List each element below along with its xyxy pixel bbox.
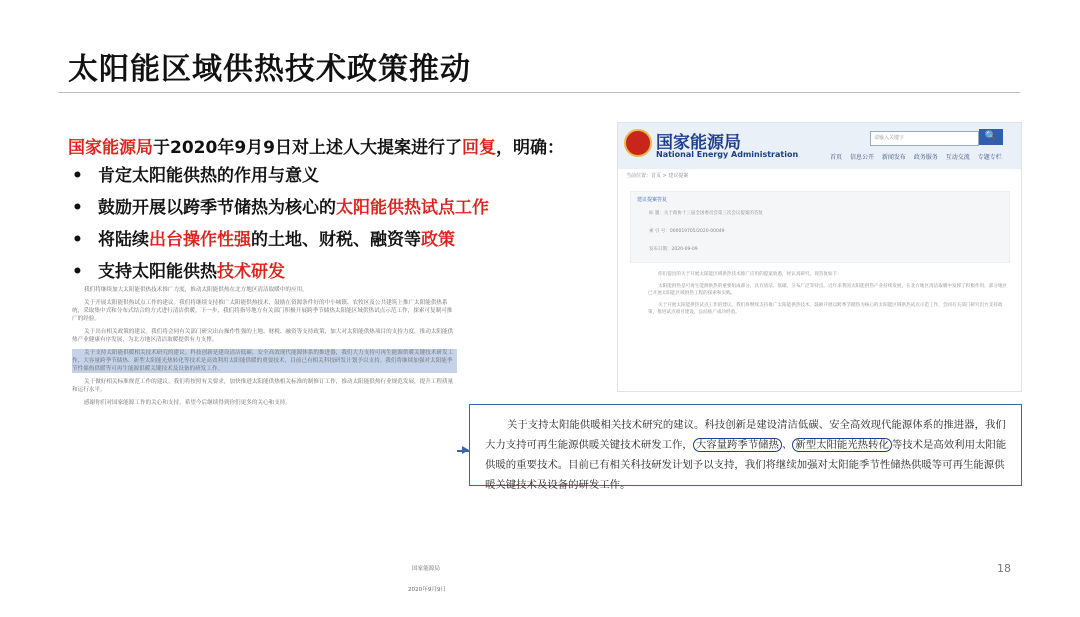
search-icon: 🔍 <box>979 129 1003 145</box>
site-box-row: 发布日期：2020-09-09 <box>649 247 698 252</box>
site-search-input: 请输入关键字 <box>870 131 979 146</box>
callout-text <box>485 415 1009 495</box>
letter-paragraph: 关于做好相关标准规范工作的建议。我们将按照有关要求，加快推进太阳能供热相关标准的制修订工作，推动太阳能供热行业规范发展，提升工程质量和运行水平。 <box>72 379 454 393</box>
site-name-en: National Energy Administration <box>656 150 799 159</box>
bullet-highlight: 政策 <box>421 230 455 250</box>
site-paragraph: 太阳能供热是可再生能源供热的重要组成部分，具有清洁、低碳、分布广泛等特点。近年来我国太阳能供热产业持续发展，在北方地区清洁取暖中发挥了积极作用，部分地区已开展太阳能区域供热工程的探索和实践。 <box>648 284 1008 296</box>
bullet-highlight: 太阳能供热试点工作 <box>336 198 489 218</box>
callout-sep: 、 <box>781 439 793 451</box>
site-box-row: 标 题：关于政协十三届全国委员会第三次会议提案的答复 <box>649 211 763 216</box>
site-nav-item: 信息公开 <box>849 154 874 161</box>
site-breadcrumb: 当前位置：首页 > 建议提案 <box>626 173 689 179</box>
letter-paragraph: 关于出台相关政策的建议。我们将会同有关部门研究出台操作性强的土地、财税、融资等支持政策，加大对太阳能供热项目的支持力度，推动太阳能供热产业健康有序发展，为北方地区清洁取暖提供有力支撑。 <box>72 329 454 343</box>
site-nav-item: 政务服务 <box>913 154 938 161</box>
site-name-cn: 国家能源局 <box>656 133 741 153</box>
bullet-list <box>72 160 489 288</box>
circled-term: 新型太阳能光热转化 <box>792 438 892 452</box>
letter-paragraph: 我们将继续加大太阳能供热技术推广力度，推动太阳能供热在北方地区清洁取暖中的应用。 <box>84 287 308 293</box>
bullet-highlight: 出台操作性强 <box>149 230 251 250</box>
letter-date: 2020年9月9日 <box>408 587 447 593</box>
lead-org: 国家能源局 <box>68 138 153 158</box>
site-info-box <box>630 191 1010 263</box>
bullet-text: 的土地、财税、融资等 <box>251 230 421 250</box>
bullet-dot: • <box>72 166 83 186</box>
bullet-dot: • <box>72 262 83 282</box>
lead-middle: 于2020年9月9日对上述人大提案进行了 <box>153 138 462 158</box>
site-box-row: 索 引 号：000019705/2020-00049 <box>649 229 725 234</box>
letter-paragraph-highlighted: 关于支持太阳能供暖相关技术研究的建议。科技创新是建设清洁低碳、安全高效现代能源体系的推进器，我们大力支持可再生能源供暖关键技术研发工作，大容量跨季节储热、新型太阳能光热转化等技术是高效利用太阳能供暖的重要技术，目前已有相关科技研发计划予以支持。我们将继续加强对太阳能季节性储热供暖等可再生能源供暖关键技术及设备的研发工作。 <box>72 349 457 373</box>
bullet-highlight: 技术研发 <box>217 262 285 282</box>
bullet-text: 支持太阳能供热 <box>98 262 217 282</box>
site-nav <box>830 152 1002 161</box>
bullet-item <box>72 224 489 256</box>
site-box-title: 建议提案答复 <box>637 197 668 203</box>
callout-before: 关于支持太阳能供暖相关技术研究的建议。科技创新是建设清洁低碳、安全高效现代能源体系的推进器，我们大力支持可再生能源供暖关键技术研发工作， <box>485 419 1006 451</box>
site-nav-item: 新闻发布 <box>881 154 906 161</box>
reply-letter-scan <box>72 286 457 593</box>
site-nav-item: 互动交流 <box>945 154 970 161</box>
bullet-item <box>72 256 489 288</box>
bullet-dot: • <box>72 198 83 218</box>
bullet-text: 鼓励开展以跨季节储热为核心的 <box>98 198 336 218</box>
bullet-item <box>72 160 489 192</box>
letter-paragraph: 关于开展太阳能供热试点工作的建议。我们将继续支持推广太阳能供热技术，鼓励在资源条件好的中小城镇、农牧区及公共建筑上推广太阳能供热系统，采取集中式和分布式结合的方式进行清洁供暖。下一步，我们将指导地方有关部门积极开展跨季节储热太阳能区域供热试点示范工作，探索可复制可推广的经验。 <box>72 300 453 322</box>
site-nav-item: 专题专栏 <box>977 154 1002 161</box>
page-number: 18 <box>997 562 1011 575</box>
site-paragraph: 你们提出的关于开展太阳能区域供热技术推广应用的提案收悉，经认真研究，现答复如下： <box>658 272 842 277</box>
lead-reply: 回复 <box>461 138 496 158</box>
national-emblem-icon <box>624 129 652 157</box>
circled-term: 大容量跨季节储热 <box>693 438 782 452</box>
nea-website-screenshot <box>617 122 1022 392</box>
site-nav-item: 首页 <box>830 154 843 161</box>
callout-box <box>469 404 1022 491</box>
bullet-dot: • <box>72 230 83 250</box>
letter-paragraph: 感谢你们对国家能源工作的关心和支持，希望今后继续得到你们更多的关心和支持。 <box>84 400 291 406</box>
site-header <box>618 123 1021 169</box>
site-paragraph: 关于开展太阳能供热试点工作的建议。我们将继续支持推广太阳能供热技术，鼓励开展以跨季节储热为核心的太阳能区域供热试点示范工作，会同有关部门研究出台支持政策，推进试点项目建设，总结推广成功经验。 <box>648 303 1003 315</box>
callout-after: 等技术是高效利用太阳能供暖的重要技术。目前已有相关科技研发计划予以支持，我们将继续加强对太阳能季节性储热供暖等可再生能源供暖关键技术及设备的研发工作。 <box>485 439 1007 491</box>
arrow-right-icon <box>462 446 469 454</box>
title-divider <box>58 92 1020 93</box>
lead-tail: ，明确： <box>495 138 564 158</box>
site-body-text <box>648 271 1008 321</box>
letter-signature-org: 国家能源局 <box>412 566 440 572</box>
bullet-item <box>72 192 489 224</box>
lead-sentence <box>68 133 564 158</box>
bullet-text: 肯定太阳能供热的作用与意义 <box>98 166 319 186</box>
bullet-text: 将陆续 <box>98 230 149 250</box>
slide-title: 太阳能区域供热技术政策推动 <box>68 52 471 87</box>
